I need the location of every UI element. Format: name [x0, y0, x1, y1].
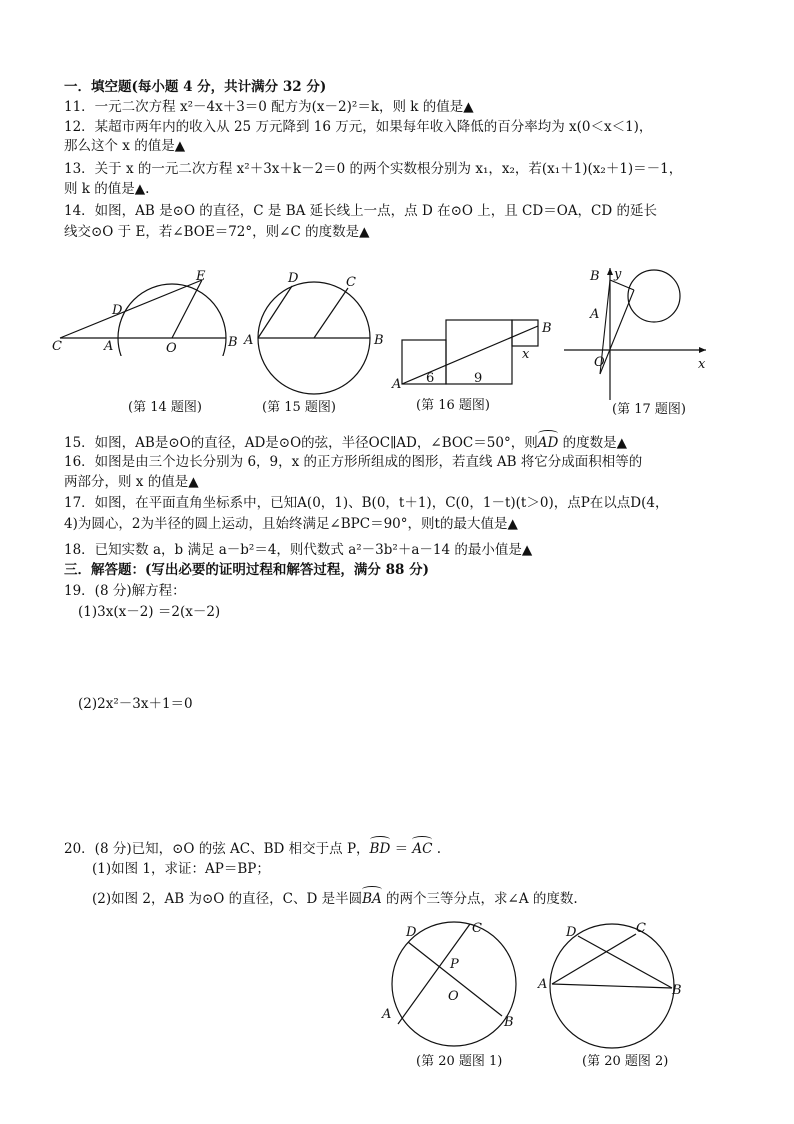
question-14-line1: 14．如图，AB 是⊙O 的直径，C 是 BA 延长线上一点，点 D 在⊙O 上，且 CD＝OA，CD 的延长: [64, 203, 657, 219]
question-20-part2-pre: (2)如图 2，AB 为⊙O 的直径，C、D 是半圆: [92, 891, 363, 907]
question-11: 11．一元二次方程 x²－4x＋3＝0 配方为(x－2)²＝k，则 k 的值是▲: [64, 99, 474, 115]
question-16-line1: 16．如图是由三个边长分别为 6，9，x 的正方形所组成的图形，若直线 AB 将它分成面积相等的: [64, 454, 643, 470]
figure-16: [390, 312, 560, 390]
figure-15-caption: (第 15 题图): [262, 400, 336, 415]
figure-14-caption: (第 14 题图): [128, 400, 202, 415]
figure-20-2: [536, 918, 686, 1050]
fig14-label-o: O: [166, 341, 177, 356]
question-12-line1: 12．某超市两年内的收入从 25 万元降到 16 万元，如果每年收入降低的百分率均为 x(0＜x＜1)，: [64, 119, 653, 135]
question-20-post: .: [432, 841, 442, 857]
fig20a-label-b: B: [504, 1015, 514, 1030]
question-13-line1: 13．关于 x 的一元二次方程 x²＋3x＋k－2＝0 的两个实数根分别为 x₁，x₂，若(x₁＋1)(x₂＋1)＝－1，: [64, 161, 683, 177]
question-20-part1: (1)如图 1，求证：AP＝BP；: [92, 861, 270, 877]
question-20: [64, 838, 441, 858]
question-20-part2: [92, 888, 578, 908]
question-20-pre: 20．(8 分)已知，⊙O 的弦 AC、BD 相交于点 P，: [64, 841, 370, 857]
fig16-label-6: 6: [426, 371, 435, 386]
fig17-label-y: y: [614, 267, 622, 282]
fig20b-label-d: D: [566, 925, 577, 940]
question-17-line2: 4)为圆心，2为半径的圆上运动，且始终满足∠BPC＝90°，则t的最大值是▲: [64, 516, 518, 532]
fig16-label-a: A: [392, 377, 402, 390]
question-19-part2: (2)2x²－3x＋1＝0: [78, 696, 193, 712]
fig15-label-d: D: [288, 271, 299, 286]
question-15-pre: 15．如图，AB是⊙O的直径，AD是⊙O的弦，半径OC∥AD，∠BOC＝50°，则: [64, 435, 538, 451]
figure-15: [240, 268, 390, 398]
question-20-arc-ac: AC: [412, 838, 432, 858]
fig15-label-a: A: [244, 333, 254, 348]
figure-16-caption: (第 16 题图): [416, 398, 490, 413]
question-12-line2: 那么这个 x 的值是▲: [64, 138, 186, 154]
figure-20-1-caption: (第 20 题图 1): [416, 1054, 503, 1069]
fig15-label-b: B: [374, 333, 384, 348]
fig16-label-x: x: [522, 347, 530, 362]
fig20a-label-c: C: [472, 921, 482, 936]
fig20a-label-p: P: [450, 957, 459, 972]
fig20a-label-a: A: [382, 1007, 392, 1022]
fig20a-label-o: O: [448, 989, 459, 1004]
question-20-arc-bd: BD: [370, 838, 391, 858]
question-20-part2-post: 的两个三等分点，求∠A 的度数.: [381, 891, 578, 907]
fig20b-label-a: A: [538, 977, 548, 992]
figure-17: [560, 262, 710, 402]
section-fill-blank-title: 一．填空题(每小题 4 分，共计满分 32 分): [64, 79, 327, 95]
fig14-label-d: D: [112, 303, 123, 318]
fig14-label-b: B: [228, 335, 238, 350]
question-19-part1: (1)3x(x－2) ＝2(x－2): [78, 604, 221, 620]
figure-17-caption: (第 17 题图): [612, 402, 686, 417]
fig20b-label-c: C: [636, 921, 646, 936]
fig17-label-x: x: [698, 357, 706, 372]
question-14-line2: 线交⊙O 于 E，若∠BOE＝72°，则∠C 的度数是▲: [64, 224, 370, 240]
fig16-label-9: 9: [474, 371, 483, 386]
question-20-mid: ＝: [390, 841, 413, 857]
fig15-label-c: C: [346, 275, 356, 290]
fig14-label-e: E: [196, 269, 206, 284]
question-15-arc-ad: AD: [538, 432, 559, 452]
fig20a-label-d: D: [406, 925, 417, 940]
fig14-label-c: C: [52, 339, 62, 354]
question-17-line1: 17．如图，在平面直角坐标系中，已知A(0，1)、B(0，t＋1)，C(0，1－t)(t＞0)，点P在以点D(4，: [64, 495, 669, 511]
fig17-label-b: B: [590, 269, 600, 284]
fig14-label-a: A: [104, 339, 114, 354]
question-19-title: 19．(8 分)解方程：: [64, 583, 186, 599]
figure-20-2-caption: (第 20 题图 2): [582, 1054, 669, 1069]
section-answer-title: 三．解答题：(写出必要的证明过程和解答过程，满分 88 分): [64, 562, 429, 578]
question-20-arc-ba: BA: [362, 888, 382, 908]
figure-14: [50, 268, 250, 356]
question-15-post: 的度数是▲: [558, 435, 627, 451]
fig20b-label-b: B: [672, 983, 682, 998]
question-18: 18．已知实数 a，b 满足 a－b²＝4，则代数式 a²－3b²＋a－14 的最小值是▲: [64, 542, 533, 558]
fig17-label-a: A: [590, 307, 600, 322]
fig17-label-o: O: [594, 355, 605, 370]
question-13-line2: 则 k 的值是▲.: [64, 181, 150, 197]
question-16-line2: 两部分，则 x 的值是▲: [64, 474, 199, 490]
fig16-label-b: B: [542, 321, 552, 336]
figure-20-1: [378, 918, 528, 1050]
question-15: [64, 432, 627, 452]
